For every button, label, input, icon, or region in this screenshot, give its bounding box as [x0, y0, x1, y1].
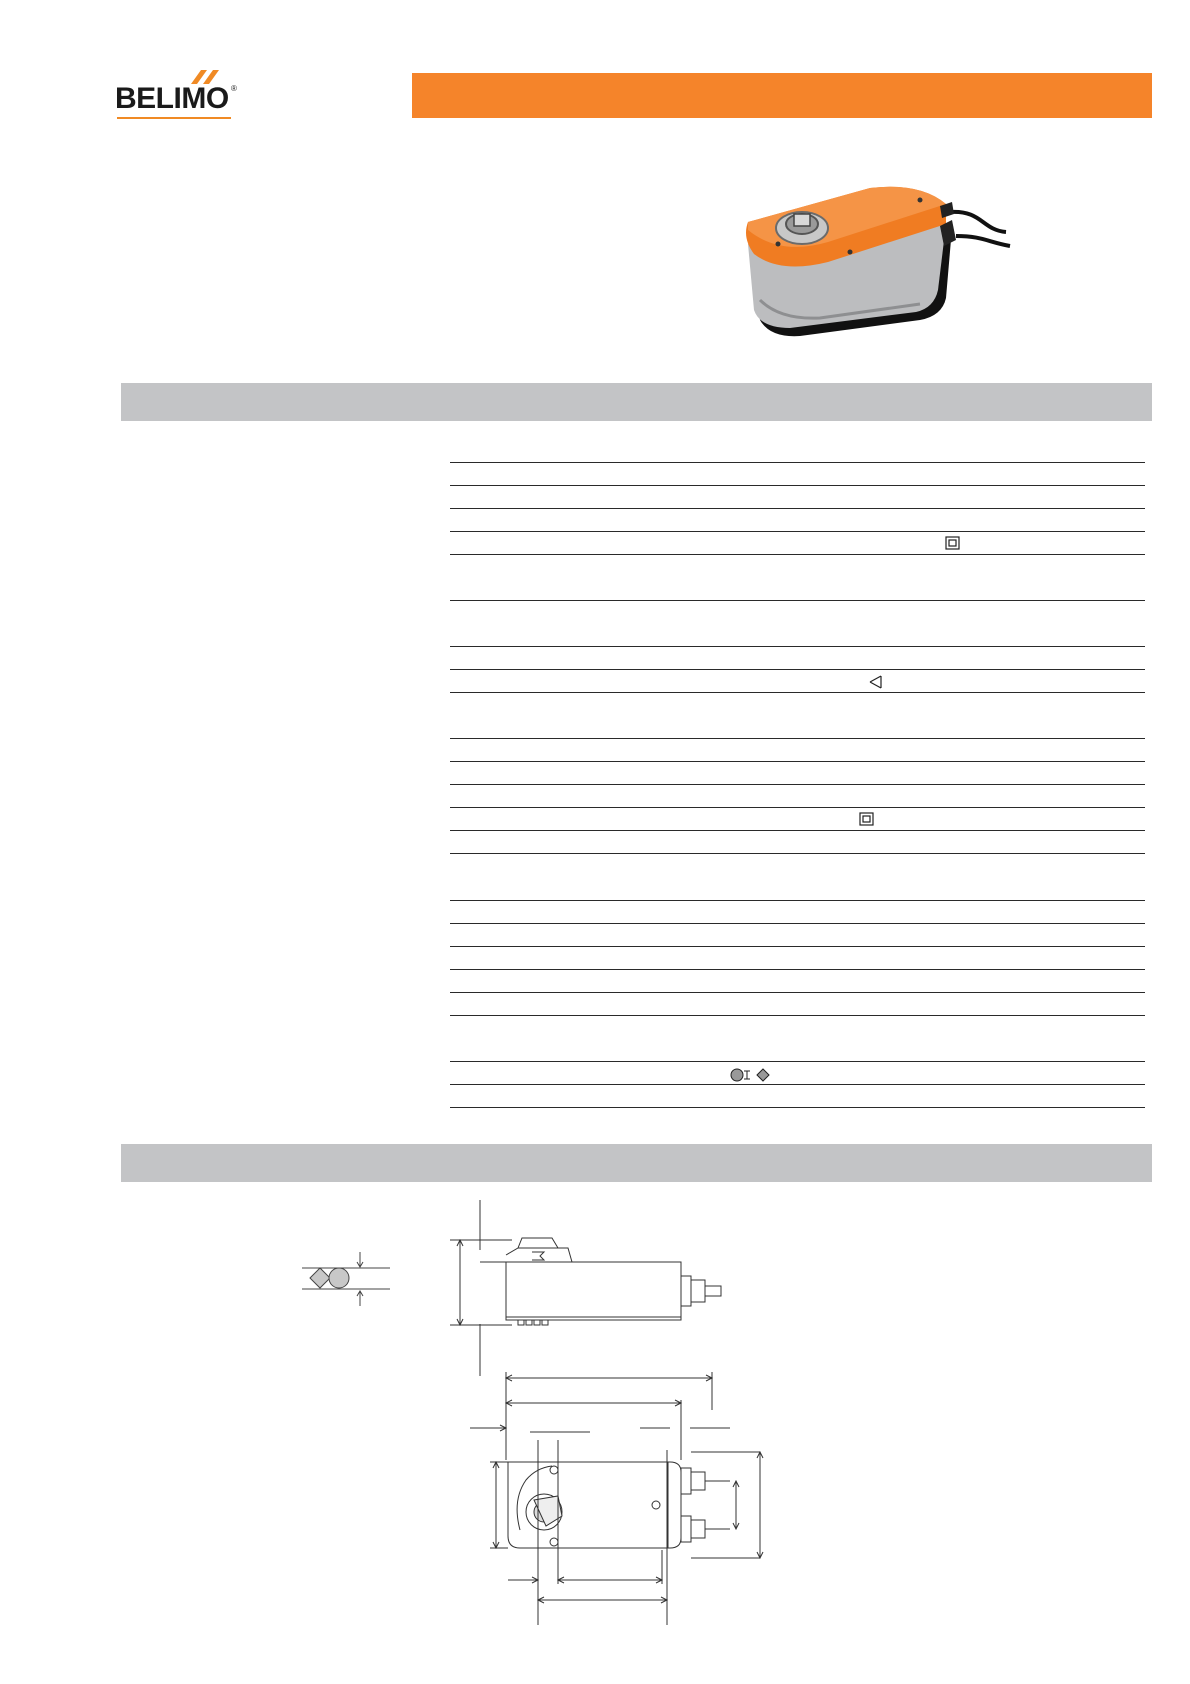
table-row — [450, 1015, 1145, 1016]
table-row — [450, 646, 1145, 647]
actuator-top-view-drawing — [470, 1372, 763, 1625]
damper-actuator-image — [720, 170, 1020, 350]
table-row — [450, 807, 1145, 808]
belimo-logo — [115, 70, 235, 120]
table-row — [450, 600, 1145, 601]
table-row — [450, 554, 1145, 555]
table-row — [450, 692, 1145, 693]
dimension-drawings — [290, 1200, 810, 1640]
protection-class-ii-icon — [859, 812, 874, 826]
table-row — [450, 508, 1145, 509]
table-row — [450, 531, 1145, 532]
table-row — [450, 900, 1145, 901]
table-row — [450, 946, 1145, 947]
table-row — [450, 923, 1145, 924]
actuator-side-view-drawing — [450, 1200, 721, 1376]
table-row — [450, 1084, 1145, 1085]
table-row — [450, 784, 1145, 785]
table-row — [450, 761, 1145, 762]
triangle-symbol-icon — [868, 674, 884, 690]
table-row — [450, 485, 1145, 486]
spindle-clamp-icon — [302, 1252, 390, 1306]
registered-mark: ® — [231, 84, 237, 93]
header-title-bar — [412, 73, 1152, 118]
table-row — [450, 738, 1145, 739]
table-row — [450, 462, 1145, 463]
technical-data-section-bar — [121, 383, 1152, 421]
spindle-round-square-icon — [730, 1067, 772, 1083]
logo-underline — [117, 117, 231, 119]
logo-text: BELIMO — [115, 82, 229, 115]
table-row — [450, 853, 1145, 854]
dimensions-section-bar — [121, 1144, 1152, 1182]
table-row — [450, 1107, 1145, 1108]
table-row — [450, 830, 1145, 831]
protection-class-ii-icon — [945, 536, 960, 550]
table-row — [450, 969, 1145, 970]
table-row — [450, 669, 1145, 670]
table-row — [450, 992, 1145, 993]
table-row — [450, 1061, 1145, 1062]
